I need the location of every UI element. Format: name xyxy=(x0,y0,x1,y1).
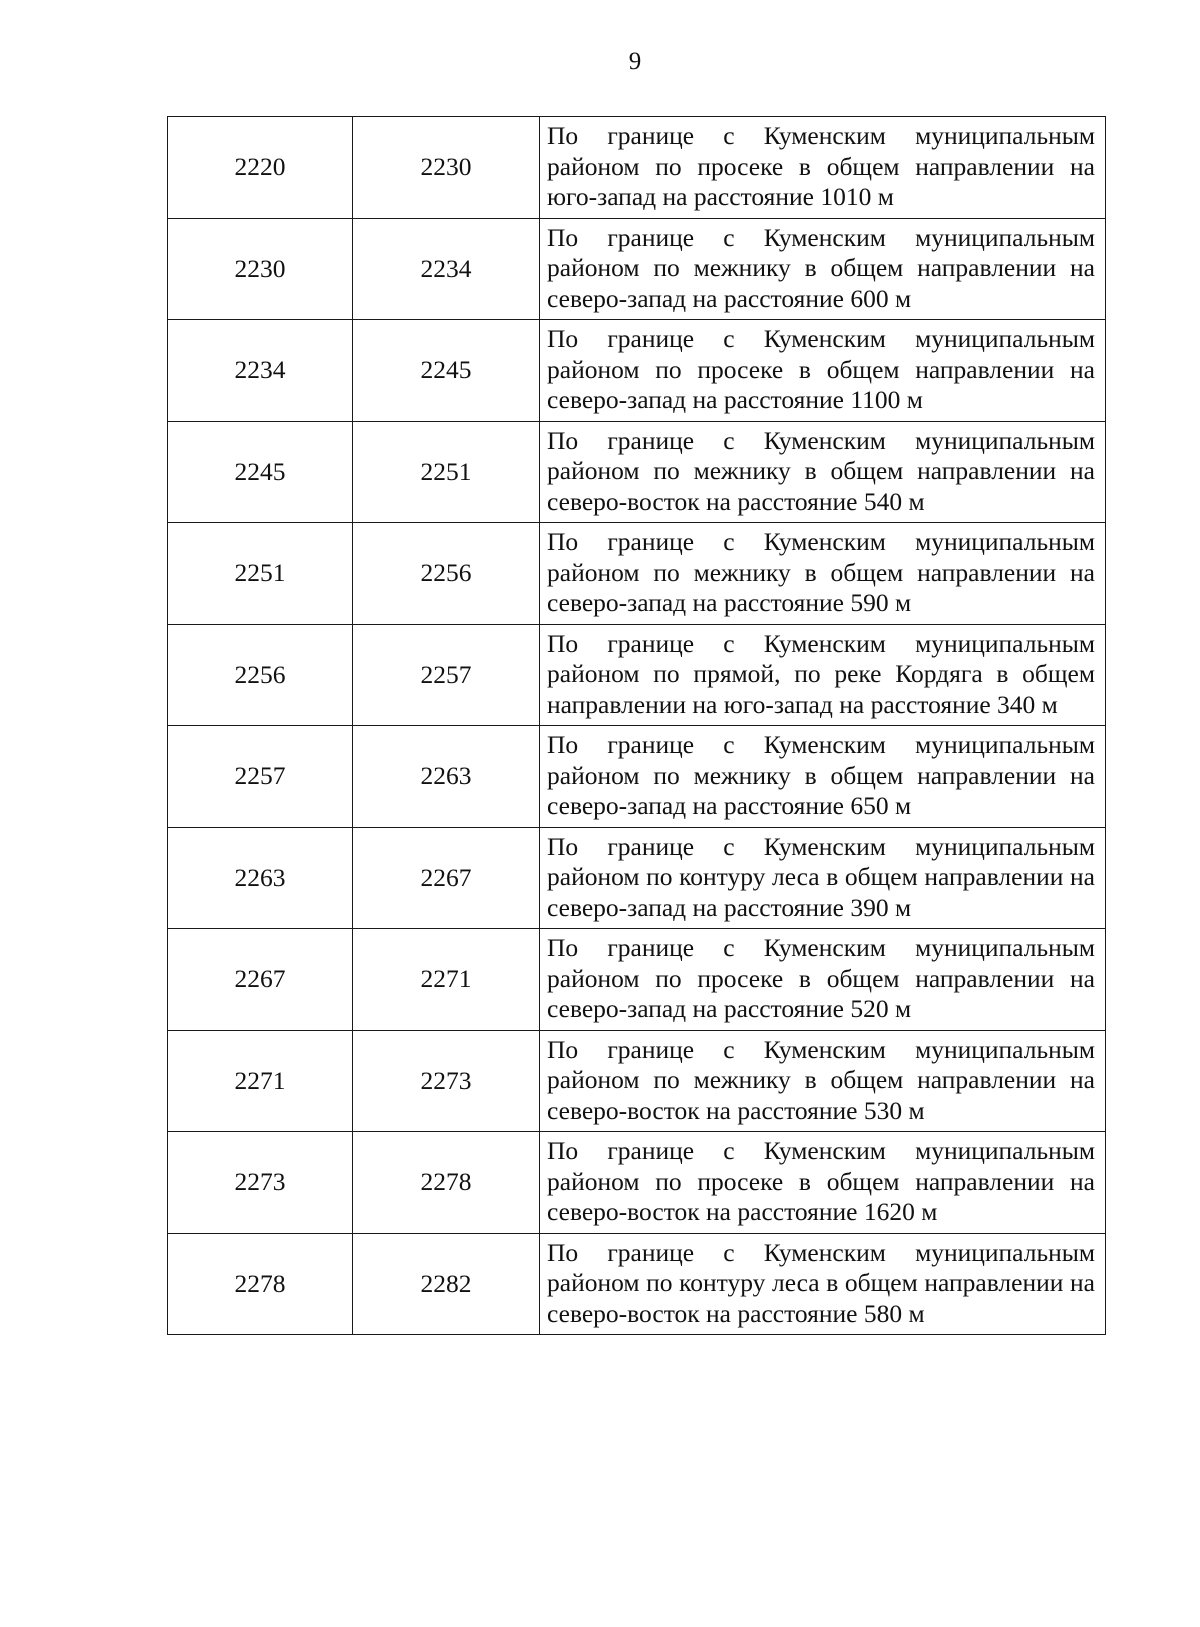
start-point-cell: 2230 xyxy=(168,218,353,320)
start-point-cell: 2251 xyxy=(168,523,353,625)
table-row xyxy=(168,624,1106,726)
end-point-cell: 2273 xyxy=(353,1030,540,1132)
boundary-description-cell: По границе с Куменским муниципальным районом по контуру леса в общем направлении на северо-запад на расстояние 390 м xyxy=(540,827,1106,929)
boundary-description-cell: По границе с Куменским муниципальным районом по межнику в общем направлении на северо-восток на расстояние 530 м xyxy=(540,1030,1106,1132)
end-point-cell: 2251 xyxy=(353,421,540,523)
boundary-description-cell: По границе с Куменским муниципальным районом по межнику в общем направлении на северо-запад на расстояние 650 м xyxy=(540,726,1106,828)
end-point-cell: 2267 xyxy=(353,827,540,929)
page-number: 9 xyxy=(628,48,642,75)
table-row xyxy=(168,929,1106,1031)
start-point-cell: 2220 xyxy=(168,117,353,219)
table-row xyxy=(168,1233,1106,1335)
boundary-description-cell: По границе с Куменским муниципальным районом по просеке в общем направлении на северо-запад на расстояние 1100 м xyxy=(540,320,1106,422)
table-row xyxy=(168,320,1106,422)
start-point-cell: 2273 xyxy=(168,1132,353,1234)
boundary-description-cell: По границе с Куменским муниципальным районом по просеке в общем направлении на юго-запад на расстояние 1010 м xyxy=(540,117,1106,219)
boundary-description-cell: По границе с Куменским муниципальным районом по контуру леса в общем направлении на северо-восток на расстояние 580 м xyxy=(540,1233,1106,1335)
table-row xyxy=(168,827,1106,929)
table-row xyxy=(168,117,1106,219)
start-point-cell: 2271 xyxy=(168,1030,353,1132)
start-point-cell: 2245 xyxy=(168,421,353,523)
end-point-cell: 2256 xyxy=(353,523,540,625)
start-point-cell: 2263 xyxy=(168,827,353,929)
table-row xyxy=(168,218,1106,320)
boundary-table xyxy=(167,116,1106,1335)
end-point-cell: 2245 xyxy=(353,320,540,422)
start-point-cell: 2257 xyxy=(168,726,353,828)
end-point-cell: 2230 xyxy=(353,117,540,219)
end-point-cell: 2271 xyxy=(353,929,540,1031)
boundary-description-cell: По границе с Куменским муниципальным районом по просеке в общем направлении на северо-восток на расстояние 1620 м xyxy=(540,1132,1106,1234)
start-point-cell: 2267 xyxy=(168,929,353,1031)
end-point-cell: 2282 xyxy=(353,1233,540,1335)
end-point-cell: 2278 xyxy=(353,1132,540,1234)
boundary-description-cell: По границе с Куменским муниципальным районом по межнику в общем направлении на северо-восток на расстояние 540 м xyxy=(540,421,1106,523)
end-point-cell: 2234 xyxy=(353,218,540,320)
start-point-cell: 2278 xyxy=(168,1233,353,1335)
boundary-description-cell: По границе с Куменским муниципальным районом по просеке в общем направлении на северо-запад на расстояние 520 м xyxy=(540,929,1106,1031)
end-point-cell: 2257 xyxy=(353,624,540,726)
start-point-cell: 2256 xyxy=(168,624,353,726)
end-point-cell: 2263 xyxy=(353,726,540,828)
boundary-description-cell: По границе с Куменским муниципальным районом по межнику в общем направлении на северо-запад на расстояние 600 м xyxy=(540,218,1106,320)
table-row xyxy=(168,523,1106,625)
boundary-description-cell: По границе с Куменским муниципальным районом по прямой, по реке Кордяга в общем направлении на юго-запад на расстояние 340 м xyxy=(540,624,1106,726)
table-row xyxy=(168,421,1106,523)
table-row xyxy=(168,726,1106,828)
start-point-cell: 2234 xyxy=(168,320,353,422)
table-row xyxy=(168,1132,1106,1234)
boundary-description-cell: По границе с Куменским муниципальным районом по межнику в общем направлении на северо-запад на расстояние 590 м xyxy=(540,523,1106,625)
table-row xyxy=(168,1030,1106,1132)
